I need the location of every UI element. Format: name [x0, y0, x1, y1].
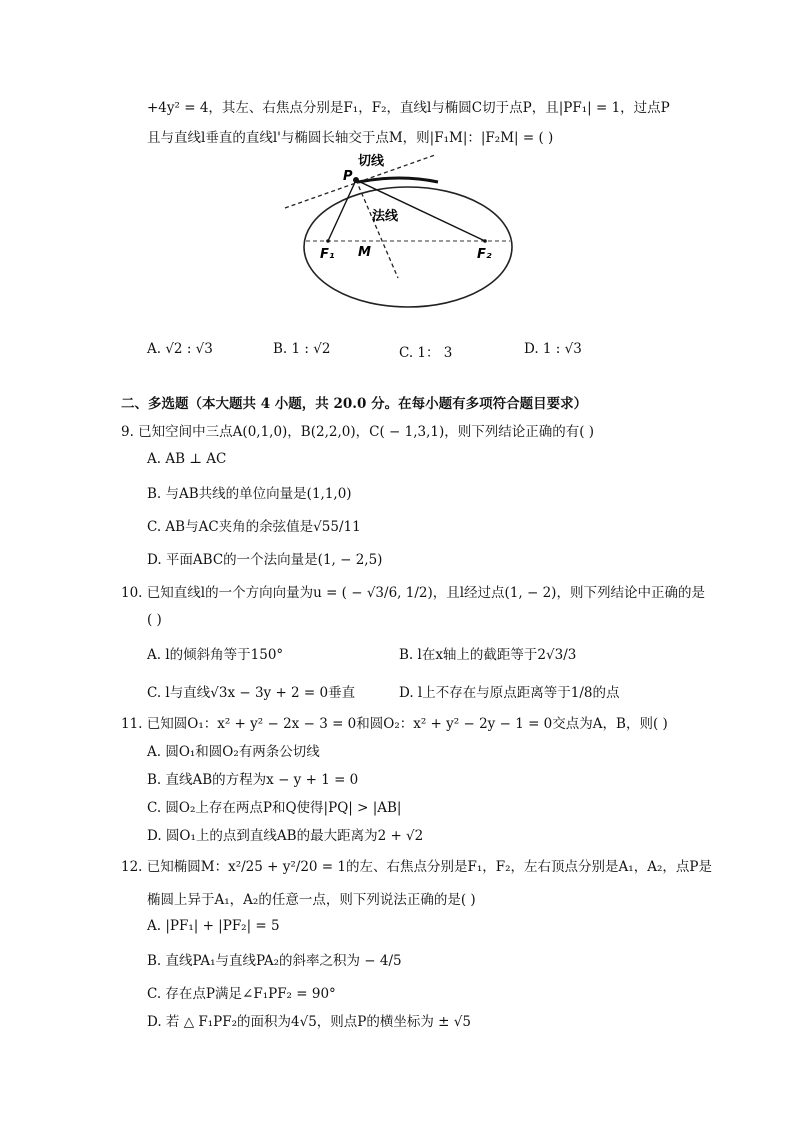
q8-option-c: C. 1： 3: [399, 345, 453, 361]
q8-stem-line2: 且与直线l垂直的直线l'与椭圆长轴交于点M，则|F₁M|：|F₂M| = ( ): [147, 130, 554, 146]
ellipse-bold-arc: [358, 178, 438, 182]
q11-option-c: C. 圆O₂上存在两点P和Q使得|PQ| > |AB|: [147, 800, 402, 816]
q10-option-a: A. l的倾斜角等于150°: [147, 647, 284, 663]
q10-option-d: D. l上不存在与原点距离等于1/8的点: [399, 685, 620, 701]
q8-option-d: D. 1 : √3: [524, 341, 582, 357]
label-P: P: [343, 169, 353, 184]
q11-option-d: D. 圆O₁上的点到直线AB的最大距离为2 + √2: [147, 828, 424, 844]
q11-stem: 11. 已知圆O₁：x² + y² − 2x − 3 = 0和圆O₂：x² + y² − 2y − 1 = 0交点为A，B，则( ): [121, 716, 668, 732]
q10-option-c: C. l与直线√3x − 3y + 2 = 0垂直: [147, 685, 356, 701]
q12-option-c: C. 存在点P满足∠F₁PF₂ = 90°: [147, 986, 336, 1002]
q9-option-d: D. 平面ABC的一个法向量是(1, − 2,5): [147, 552, 383, 568]
q9-option-c: C. AB与AC夹角的余弦值是√55/11: [147, 519, 361, 535]
label-normal: 法线: [372, 209, 399, 224]
section-2-heading: 二、多选题（本大题共 4 小题，共 20.0 分。在每小题有多项符合题目要求）: [121, 396, 588, 412]
q9-option-a: A. AB ⊥ AC: [147, 451, 227, 467]
q8-stem-line1: +4y² = 4，其左、右焦点分别是F₁，F₂，直线l与椭圆C切于点P，且|PF₁| = 1，过点P: [147, 100, 670, 116]
q10-stem: 10. 已知直线l的一个方向向量为u = ( − √3/6, 1/2)，且l经过点(1, − 2)，则下列结论中正确的是: [121, 585, 705, 601]
ellipse-figure: [270, 148, 530, 318]
q12-option-b: B. 直线PA₁与直线PA₂的斜率之积为 − 4/5: [147, 953, 402, 969]
q12-option-a: A. |PF₁| + |PF₂| = 5: [147, 918, 280, 934]
q12-stem: 12. 已知椭圆M：x²/25 + y²/20 = 1的左、右焦点分别是F₁，F₂，左右顶点分别是A₁，A₂，点P是: [121, 859, 712, 875]
q10-stem-cont: ( ): [147, 612, 162, 628]
q10-option-b: B. l在x轴上的截距等于2√3/3: [399, 647, 577, 663]
q11-option-b: B. 直线AB的方程为x − y + 1 = 0: [147, 772, 359, 788]
q12-option-d: D. 若 △ F₁PF₂的面积为4√5，则点P的横坐标为 ± √5: [147, 1014, 471, 1030]
q12-stem-cont: 椭圆上异于A₁，A₂的任意一点，则下列说法正确的是( ): [147, 892, 476, 908]
point-P: [353, 177, 359, 183]
q11-option-a: A. 圆O₁和圆O₂有两条公切线: [147, 744, 320, 760]
q8-option-a: A. √2 : √3: [147, 341, 213, 357]
point-F1: [326, 239, 330, 243]
q9-option-b: B. 与AB共线的单位向量是(1,1,0): [147, 486, 352, 502]
normal-line: [356, 180, 398, 278]
segment-PF1: [328, 180, 356, 241]
q8-option-b: B. 1 : √2: [273, 341, 331, 357]
label-tangent: 切线: [358, 154, 385, 169]
q9-stem: 9. 已知空间中三点A(0,1,0)，B(2,2,0)，C( − 1,3,1)，则下列结论正确的有( ): [121, 424, 595, 440]
label-F2: F₂: [477, 247, 492, 262]
point-F2: [483, 239, 487, 243]
label-F1: F₁: [320, 247, 335, 262]
label-M: M: [358, 245, 371, 260]
